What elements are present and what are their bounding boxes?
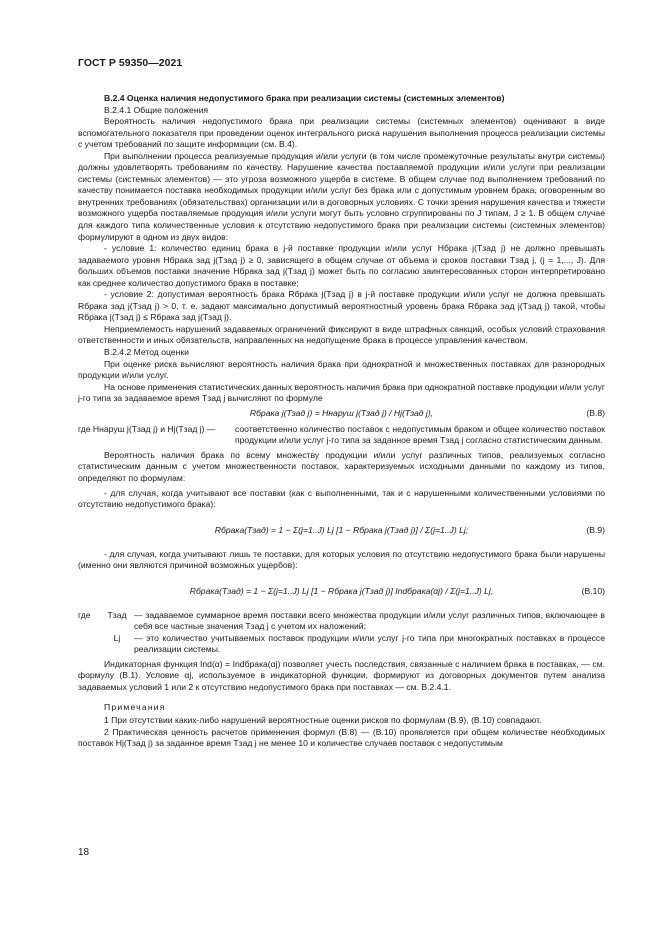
paragraph: Вероятность наличия недопустимого брака при реализации системы (системных элементов) оценивают в виде вспомогательного показателя при проведении оценок интегрального риска нарушения выполнения процесса реализации системы с учетом требований по защите информации (см. В.4). — [78, 116, 605, 150]
legend-term: Tзад — [107, 609, 127, 620]
paragraph: Вероятность наличия брака по всему множеству продукции и/или услуг различных типов, реализуемых согласно статистическим данным с учетом множественности поставок, характеризуемых исходными данными по каждому из типов, определяют по формулам: — [78, 449, 605, 483]
formula-b10-legend-1 — [78, 610, 605, 633]
standard-header: ГОСТ Р 59350—2021 — [78, 58, 183, 69]
paragraph: При оценке риска вычисляют вероятность наличия брака при однократной и множественных поставках для разнородных продукции и/или услуг. — [78, 358, 605, 381]
legend-term: Lj — [113, 632, 121, 643]
legend-description: соответственно количество поставок с недопустимым браком и общее количество поставок продукции и/или услуг j-го типа за заданное время Tзад j согласно статистическим данным. — [235, 423, 605, 446]
legend-term: где Hнаруш j(Tзад j) и Hj(Tзад j) — — [78, 423, 216, 434]
paragraph: На основе применения статистических данных вероятность наличия брака при однократной поставке продукции и/или услуг j-го типа за задаваемое время Tзад j вычисляют по формуле — [78, 381, 605, 404]
formula-b9-number: (В.9) — [586, 524, 605, 535]
formula-b9 — [78, 517, 605, 543]
condition-2: - условие 2: допустимая вероятность брака Rбрака j(Tзад j) в j-й поставке продукции и/или услуг не должна превышать Rбрака зад j(Tзад j) > 0, т. е. задают максимально допустимый вероятностный уровень брака Rбрака зад j(Tзад j) такой, чтобы Rбрака j(Tзад j) ≤ Rбрака зад j(Tзад j). — [78, 289, 605, 323]
formula-b8-expression: Rбрака j(Tзад j) = Hнаруш j(Tзад j) / Hj(Tзад j), — [249, 407, 434, 418]
paragraph: Неприемлемость нарушений задаваемых ограничений фиксируют в виде штрафных санкций, особых условий страхования ответственности и иных обязательств, направленных на недопущение брака в процессе управления качеством. — [78, 323, 605, 346]
subsection-heading-general: В.2.4.1 Общие положения — [104, 104, 209, 115]
note-2: 2 Практическая ценность расчетов применения формул (В.8) — (В.10) проявляется при общем количестве необходимых поставок Hj(Tзад j) за заданное время Tзад j не менее 10 и количестве случаев поставок с недопустимым — [78, 726, 605, 749]
formula-b8-legend — [78, 424, 605, 447]
formula-b10 — [78, 578, 605, 604]
paragraph: - для случая, когда учитывают все поставки (как с выполненными, так и с нарушенными количественными условиями по отсутствию недопустимого брака): — [78, 487, 605, 510]
page-number: 18 — [78, 847, 90, 858]
notes-heading: Примечания — [104, 701, 166, 712]
legend-lead: где — [78, 609, 91, 620]
legend-description: — это количество учитываемых поставок продукции и/или услуг j-го типа при многократных поставках в процессе реализации системы. — [134, 632, 605, 655]
note-1: 1 При отсутствии каких-либо нарушений вероятностные оценки рисков по формулам (В.9), (В.10) совпадают. — [104, 715, 542, 726]
paragraph: При выполнении процесса реализуемые продукция и/или услуги (в том числе промежуточные результаты внутри системы) должны удовлетворять требованиям по качеству. Нарушение качества поставляемой продукции и/или услуги при реализации системы (системных элементов) — это угроза возможного ущерба в системе. В общем случае под выполнением требований по качеству понимается поставка необходимых продукции и/или услуг без брака или с допустимым уровнем брака, оговоренным во внутренних требованиях (обязательствах) организации или в договорных условиях. С точки зрения нарушения качества и тяжести возможного ущерба поставляемые продукция и/или услуги могут быть условно сгруппированы по J типам, J ≥ 1. В общем случае для каждого типа количественные условия к отсутствию недопустимого брака при реализации системы (системных элементов) формулируют в одном из двух видов: — [78, 150, 605, 242]
formula-b9-expression: Rбрака(Tзад) = 1 − Σ(j=1..J) Lj [1 − Rбрака j(Tзад j)] / Σ(j=1..J) Lj; — [214, 524, 469, 535]
page-content — [78, 93, 605, 750]
subsection-heading-method: В.2.4.2 Метод оценки — [104, 347, 189, 358]
formula-b8 — [78, 408, 605, 421]
paragraph: - для случая, когда учитывают лишь те поставки, для которых условия по отсутствию недопустимого брака были нарушены (именно они являются причиной возможных ущербов): — [78, 548, 605, 571]
formula-b8-number: (В.8) — [586, 407, 605, 418]
formula-b10-legend-2 — [78, 633, 605, 656]
legend-description: — задаваемое суммарное время поставки всего множества продукции и/или услуг различных типов, включающее в себя все частные значения Tзад j с учетом их наложений; — [134, 609, 605, 632]
paragraph: Индикаторная функция Ind(α) = Indбрака(αj) позволяет учесть последствия, связанные с наличием брака в поставках, — см. формулу (В.1). Условие αj, используемое в индикаторной функции, формируют из договорных документов путем анализа задаваемых условий 1 или 2 к отсутствию недопустимого брака при поставках — см. В.2.4.1. — [78, 658, 605, 692]
formula-b10-expression: Rбрака(Tзад) = 1 − Σ(j=1..J) Lj [1 − Rбрака j(Tзад j)] Indбрака(αj) / Σ(j=1..J) Lj, — [189, 585, 494, 596]
condition-1: - условие 1: количество единиц брака в j-й поставке продукции и/или услуг Hбрака j(Tзад j) не должно превышать задаваемого уровня Hбрака зад j(Tзад j) ≥ 0, зависящего в общем случае от объема и сроков поставки Tзад j, (j = 1,..., J). Для больших объемов поставки значение Hбрака зад j(Tзад j) может быть по согласию заинтересованных сторон интерпретировано как среднее количество допустимого брака в поставке; — [78, 243, 605, 288]
formula-b10-number: (В.10) — [581, 585, 605, 596]
section-title: В.2.4 Оценка наличия недопустимого брака при реализации системы (системных элементов) — [104, 93, 505, 103]
